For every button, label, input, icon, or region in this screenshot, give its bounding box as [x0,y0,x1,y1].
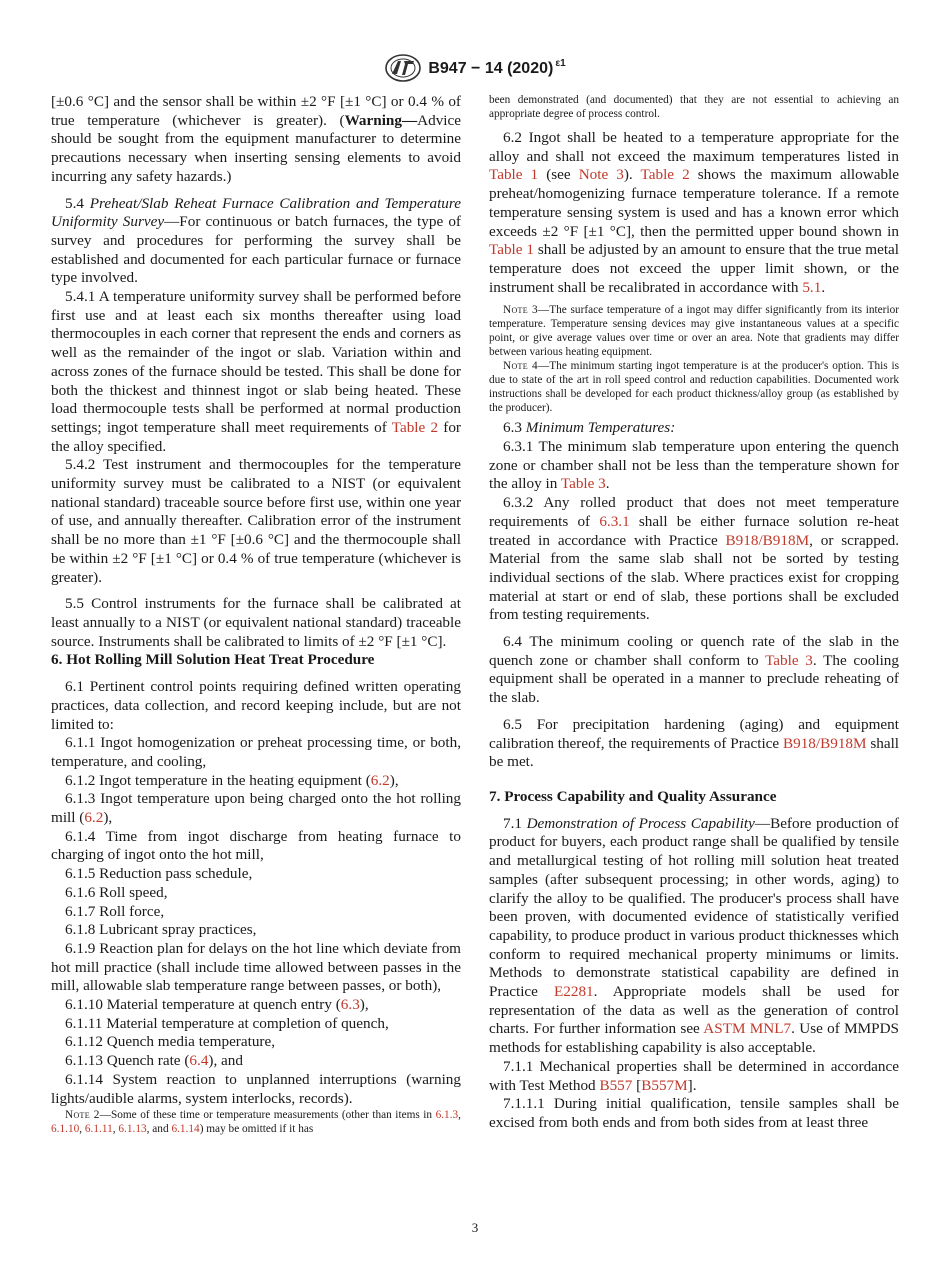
section-6-1-5: 6.1.5 Reduction pass schedule, [65,865,253,883]
section-5-5: 5.5 Control instruments for the furnace shall be calibrated at least annually to a NIST (or equivalent national standard) traceable source. Instruments shall be calibrated to limits of ±2 °F [±1 °C]. [51,595,461,650]
section-6-1-4: 6.1.4 Time from ingot discharge from heating furnace to charging of ingot onto the hot mill, [51,827,461,864]
link-b918[interactable]: B918/B918M [725,531,810,549]
section-6-1-8: 6.1.8 Lubricant spray practices, [65,921,257,939]
link-5-1[interactable]: 5.1 [802,278,822,296]
section-6-1-6: 6.1.6 Roll speed, [65,883,168,901]
link-6-1-10[interactable]: 6.1.10 [51,1123,80,1136]
link-table-2[interactable]: Table 2 [391,418,439,436]
link-6-2[interactable]: 6.2 [370,771,390,789]
epsilon-superscript: ε1 [555,58,566,69]
link-table-1[interactable]: Table 1 [489,166,539,184]
section-6-1-7: 6.1.7 Roll force, [65,902,165,920]
heading-section-6: 6. Hot Rolling Mill Solution Heat Treat Procedure [51,651,375,669]
link-6-4[interactable]: 6.4 [189,1052,209,1070]
section-6-1: 6.1 Pertinent control points requiring defined written operating practices, data collection, and record keeping include, but are not limited to: [51,678,461,733]
link-table-1[interactable]: Table 1 [489,241,534,259]
paragraph-5-3-cont: [±0.6 °C] and the sensor shall be within ±2 °F [±1 °C] or 0.4 % of true temperature (whichever is greater). (Warning—Advice should be sought from the equipment manufacturer to determine precautions necessary when inserting sensing elements to avoid incurring any safety hazards.) [51,93,461,185]
note-3: Note 3—The surface temperature of a ingot may differ significantly from its interior temperature. Temperature sensing devices may give instantaneous values at a specific point, or give average values over time or over an area. Note that gradients may differ between various heating equipment. [489,304,899,359]
link-e2281[interactable]: E2281 [554,983,594,1001]
link-6-1-14[interactable]: 6.1.14 [171,1123,200,1136]
right-column [489,93,899,1133]
note-4: Note 4—The minimum starting ingot temperature is at the producer's option. This is due to state of the art in roll speed control and reduction capabilities. Documented work instructions shall be developed for each product thickness/alloy group (as established by the producer). [489,360,900,415]
link-b557m[interactable]: B557M [641,1076,688,1094]
link-6-1-13[interactable]: 6.1.13 [118,1123,147,1136]
section-6-5: 6.5 For precipitation hardening (aging) and equipment calibration thereof, the requirements of Practice B918/B918M shall be met. [489,715,900,771]
link-6-1-11[interactable]: 6.1.11 [84,1123,113,1136]
section-6-1-12: 6.1.12 Quench media temperature, [65,1033,276,1051]
section-5-4-1: 5.4.1 A temperature uniformity survey shall be performed before first use and at least each six months thereafter using load thermocouples in each corner that represent the ends and corners as well as the remainder of the ingot or slab. Variation within and across zones of the furnace should be tested. This shall be done for both the thickest and thinnest ingot or slab being heated. These load thermocouple tests shall be performed at normal production settings; ingot temperature shall meet requirements of Table 2 for the alloy specified. [51,288,461,455]
section-6-1-1: 6.1.1 Ingot homogenization or preheat processing time, or both, temperature, and cooling, [51,734,461,770]
astm-logo-icon [384,53,422,83]
section-6-1-3: 6.1.3 Ingot temperature upon being charged onto the hot rolling mill (6.2), [51,790,461,827]
link-6-2[interactable]: 6.2 [84,809,104,827]
link-table-2[interactable]: Table 2 [640,166,690,184]
section-6-3-2: 6.3.2 Any rolled product that does not meet temperature requirements of 6.3.1 shall be either furnace solution re-heat treated in accordance with Practice B918/B918M, or scrapped. Material from the same slab shall not be sorted by testing individual sections of the slab. Where practices exist for cropping material at start or end of slab, these portions shall be excluded from testing requirements. [489,494,900,624]
section-7-1: 7.1 Demonstration of Process Capability—Before production of product for buyers, each product range shall be qualified by tensile and metallurgical testing of hot rolling mill solution heat treated samples (after subsequent processing; in other words, aging) to clarify the alloy to be qualified. The producer's process shall have been proven, with documented evidence of statistically verified capability, to produce product in various product thicknesses which conform to required mechanical property minimums or limits. Methods to demonstrate statistical capability are defined in Practice E2281. Appropriate models shall be used for representation of the data as well as the generation of control charts. For further information see ASTM MNL7. Use of MMPDS methods for establishing capability is also acceptable. [489,814,899,1057]
note-2-cont: been demonstrated (and documented) that they are not essential to achieving an appropriate degree of process control. [489,94,899,120]
section-7-1-1-1: 7.1.1.1 During initial qualification, tensile samples shall be excised from both ends and from both sides from at least three [489,1095,899,1131]
link-note-3[interactable]: Note 3 [578,166,624,184]
section-6-1-10: 6.1.10 Material temperature at quench entry (6.3), [65,996,369,1014]
section-6-1-11: 6.1.11 Material temperature at completion of quench, [65,1014,389,1032]
section-6-1-14: 6.1.14 System reaction to unplanned interruptions (warning lights/audible alarms, system interlocks, records). [51,1070,461,1107]
link-6-3[interactable]: 6.3 [340,996,360,1014]
link-table-3[interactable]: Table 3 [765,651,813,669]
section-6-1-13: 6.1.13 Quench rate (6.4), and [65,1052,243,1070]
left-column [51,93,461,1136]
page-number: 3 [471,1220,479,1235]
heading-section-7: 7. Process Capability and Quality Assurance [489,787,777,805]
note-2: Note 2—Some of these time or temperature measurements (other than items in 6.1.3, 6.1.10, 6.1.11, 6.1.13, and 6.1.14) may be omitted if it has [51,1109,461,1136]
link-table-3[interactable]: Table 3 [560,475,606,493]
link-b918[interactable]: B918/B918M [782,734,867,752]
document-designation: B947 − 14 (2020) $^{\varepsilon 1}$ [428,58,566,77]
link-6-1-3[interactable]: 6.1.3 [435,1109,459,1122]
section-6-3: 6.3 Minimum Temperatures: [503,419,676,437]
section-5-4-2: 5.4.2 Test instrument and thermocouples for the temperature uniformity survey must be calibrated to a NIST (or equivalent national standard) traceable source before first use, within one year of use, and annually thereafter. Calibration error of the instrument shall be no more than ±1 °F [±0.6 °C] and the thermocouple shall be within ±2 °F [±1 °C] or 0.4 % of true temperature (whichever is greater). [51,456,461,586]
section-6-1-2: 6.1.2 Ingot temperature in the heating equipment (6.2), [65,771,399,789]
link-6-3-1[interactable]: 6.3.1 [599,512,630,530]
page-header [0,53,950,88]
section-6-4: 6.4 The minimum cooling or quench rate of the slab in the quench zone or chamber shall conform to Table 3. The cooling equipment shall be operated in a manner to preclude reheating of the slab. [489,633,899,707]
section-5-4: 5.4 Preheat/Slab Reheat Furnace Calibration and Temperature Uniformity Survey—For continuous or batch furnaces, the type of survey and procedures for performing the survey shall be established and documented for each particular furnace or furnace type involved. [51,194,461,287]
link-b557[interactable]: B557 [599,1076,633,1094]
section-6-2: 6.2 Ingot shall be heated to a temperature appropriate for the alloy and shall not exceed the maximum temperatures listed in Table 1 (see Note 3). Table 2 shows the maximum allowable preheat/homogenizing furnace temperature tolerance. If a remote temperature sensing system is used and has a known error which exceeds ±2 °F [±1 °C], then the permitted upper bound shown in Table 1 shall be adjusted by an amount to ensure that the true metal temperature does not exceed the upper limit shown, or the instrument shall be recalibrated in accordance with 5.1. [489,129,900,296]
link-astm-mnl7[interactable]: ASTM MNL7 [703,1020,792,1038]
section-6-3-1: 6.3.1 The minimum slab temperature upon entering the quench zone or chamber shall not be less than the temperature shown for the alloy in Table 3. [489,438,899,493]
section-6-1-9: 6.1.9 Reaction plan for delays on the hot line which deviate from hot mill practice (shall include time allowed between passes in the mill, allowable slab temperature range between passes, or both), [51,939,461,995]
section-7-1-1: 7.1.1 Mechanical properties shall be determined in accordance with Test Method B557 [B557M]. [489,1057,899,1094]
